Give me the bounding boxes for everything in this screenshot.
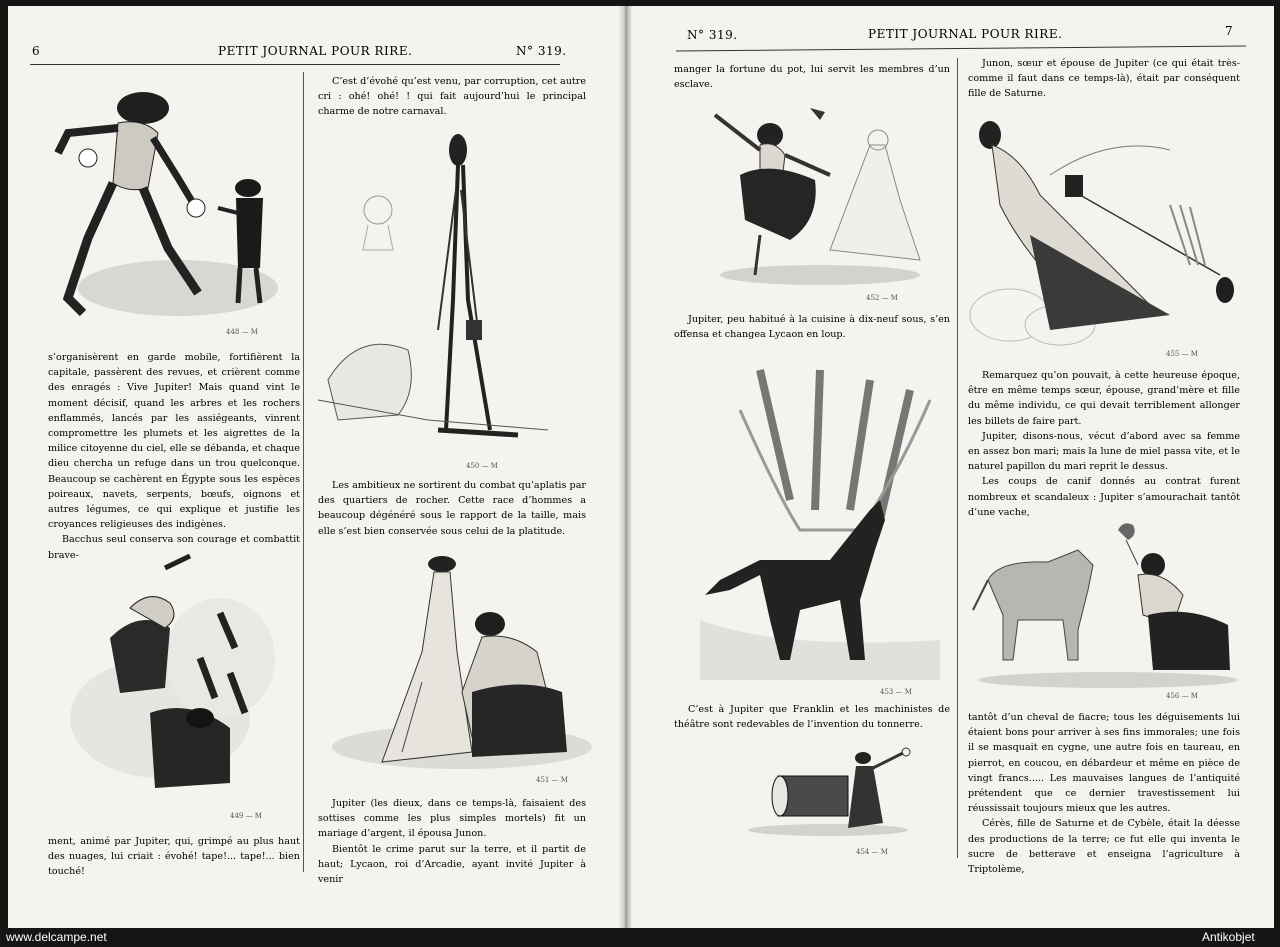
kneeling-illustration xyxy=(322,552,582,772)
tall-man-caption: 450 — M xyxy=(466,462,498,470)
left-page-number: 6 xyxy=(32,44,41,58)
bacchus-battle-illustration xyxy=(70,548,290,808)
watermark-delcampe: www.delcampe.net xyxy=(6,930,107,944)
left-column-rule xyxy=(303,72,304,872)
col2-para4: Bientôt le crime parut sur la terre, et il partit de haut; Lycaon, roi d’Arcadie, ayant invité Jupiter à venir xyxy=(318,843,586,886)
col4-para5: tantôt d’un cheval de fiacre; tous les déguisements lui étaient bons pour arriver à ses fins immorales; une fois il se masquait en cygne, une autre fois en taureau, en pierrot, en coucou, en débardeur et même en pièce de vingt francs..... Les mauvaises langues de l’antiquité prétendent que ce dernier travestissement lui réussissait toujours mieux que les autres. xyxy=(968,712,1240,815)
juno-caption: 455 — M xyxy=(1166,350,1198,358)
col4-para4: Les coups de canif donnés au contrat furent nombreux et scandaleux : Jupiter s’amourachait tantôt d’une vache, xyxy=(968,476,1240,518)
juno-chariot-illustration xyxy=(970,115,1240,345)
col1-para2: Bacchus seul conserva son courage et combattit brave- xyxy=(48,534,300,561)
column-1-lower-text xyxy=(48,834,300,880)
boxers-caption: 448 — M xyxy=(226,328,258,336)
column-3-lower-text xyxy=(674,702,950,732)
dancers-caption: 452 — M xyxy=(866,294,898,302)
left-page-title: PETIT JOURNAL POUR RIRE. xyxy=(218,44,413,58)
col4-para6: Cérès, fille de Saturne et de Cybèle, était la déesse des productions de la terre; ce fut elle qui inventa le sucre de betterave et enseigna l’agriculture à Triptolème, xyxy=(968,818,1240,876)
column-4-upper-text xyxy=(968,56,1240,102)
drum-illustration xyxy=(738,748,918,838)
col2-para1: C’est d’évohé qu’est venu, par corruption, cet autre cri : ohé! ohé! ! qui fait aujourd’hui le principal charme de notre carnaval. xyxy=(318,76,586,118)
col2-para2: Les ambitieux ne sortirent du combat qu’aplatis par des quartiers de rocher. Cette race d’hommes a beaucoup dégénéré sous le rapport de la taille, mais elle s’est bien conservée sous celui de la platitude. xyxy=(318,480,586,537)
column-2-middle-text xyxy=(318,478,586,539)
col2-para3: Jupiter (les dieux, dans ce temps-là, faisaient des sottises comme les plus simples mortels) fit un mariage d’argent, il épousa Junon. xyxy=(318,798,586,840)
column-3-middle-text xyxy=(674,312,950,342)
col4-para1: Junon, sœur et épouse de Jupiter (ce qui était très-comme il faut dans ce temps-là), était par conséquent fille de Saturne. xyxy=(968,58,1240,100)
left-header-rule xyxy=(30,64,560,65)
binding-gutter xyxy=(618,6,632,928)
dancers-illustration xyxy=(700,100,930,290)
left-issue-number: N° 319. xyxy=(516,44,567,58)
col1-para3: ment, animé par Jupiter, qui, grimpé au plus haut des nuages, lui criait : évohé! tape!... tape!... bien touché! xyxy=(48,836,300,878)
col1-para1: s’organisèrent en garde mobile, fortifièrent la capitale, passèrent des revues, et crièrent comme des enragés : Vive Jupiter! Mais quand vint le moment décisif, quand les arbres et les rochers enflammés, lancés par les assiégeants, vinrent compromettre les plumets et les aigrettes de la milice citoyenne du ciel, elle se débanda, et chaque dieu chercha un refuge dans un trou quelconque. Beaucoup se cachèrent en Égypte sous les espèces poireaux, navets, serpents, bœufs, oignons et autres légumes, ce qui explique et justifie les croyances religieuses des indigènes. xyxy=(48,352,300,531)
right-issue-number: N° 319. xyxy=(687,28,738,42)
kneeling-caption: 451 — M xyxy=(536,776,568,784)
column-1-upper-text xyxy=(48,350,300,563)
watermark-antikobjet: Antikobjet xyxy=(1202,930,1255,944)
column-4-lower-text xyxy=(968,710,1240,877)
bull-offering-illustration xyxy=(968,520,1240,690)
tall-man-illustration xyxy=(318,130,568,460)
right-page-title: PETIT JOURNAL POUR RIRE. xyxy=(868,27,1063,41)
column-2-lower-text xyxy=(318,796,586,887)
wolf-caption: 453 — M xyxy=(880,688,912,696)
boxers-illustration xyxy=(48,88,288,328)
col3-para2: Jupiter, peu habitué à la cuisine à dix-neuf sous, s’en offensa et changea Lycaon en loup. xyxy=(674,314,950,341)
column-4-middle-text xyxy=(968,368,1240,520)
col4-para2: Remarquez qu’on pouvait, à cette heureuse époque, être en même temps sœur, épouse, grand’mère et fille du même individu, ce qui devait terriblement allonger les billets de faire part. xyxy=(968,370,1240,427)
col3-para3: C’est à Jupiter que Franklin et les machinistes de théâtre sont redevables de l’invention du tonnerre. xyxy=(674,704,950,731)
right-page-number: 7 xyxy=(1225,24,1234,38)
bacchus-caption: 449 — M xyxy=(230,812,262,820)
wolf-illustration xyxy=(700,370,950,680)
bull-caption: 456 — M xyxy=(1166,692,1198,700)
drum-caption: 454 — M xyxy=(856,848,888,856)
column-2-upper-text xyxy=(318,74,586,120)
right-column-rule xyxy=(957,58,958,858)
col4-para3: Jupiter, disons-nous, vécut d’abord avec sa femme en assez bon mari; mais la lune de miel passa vite, et le naturel papillon du mari reprit le dessus. xyxy=(968,430,1240,473)
col3-para1: manger la fortune du pot, lui servit les membres d’un esclave. xyxy=(674,64,950,91)
column-3-upper-text xyxy=(674,62,950,92)
